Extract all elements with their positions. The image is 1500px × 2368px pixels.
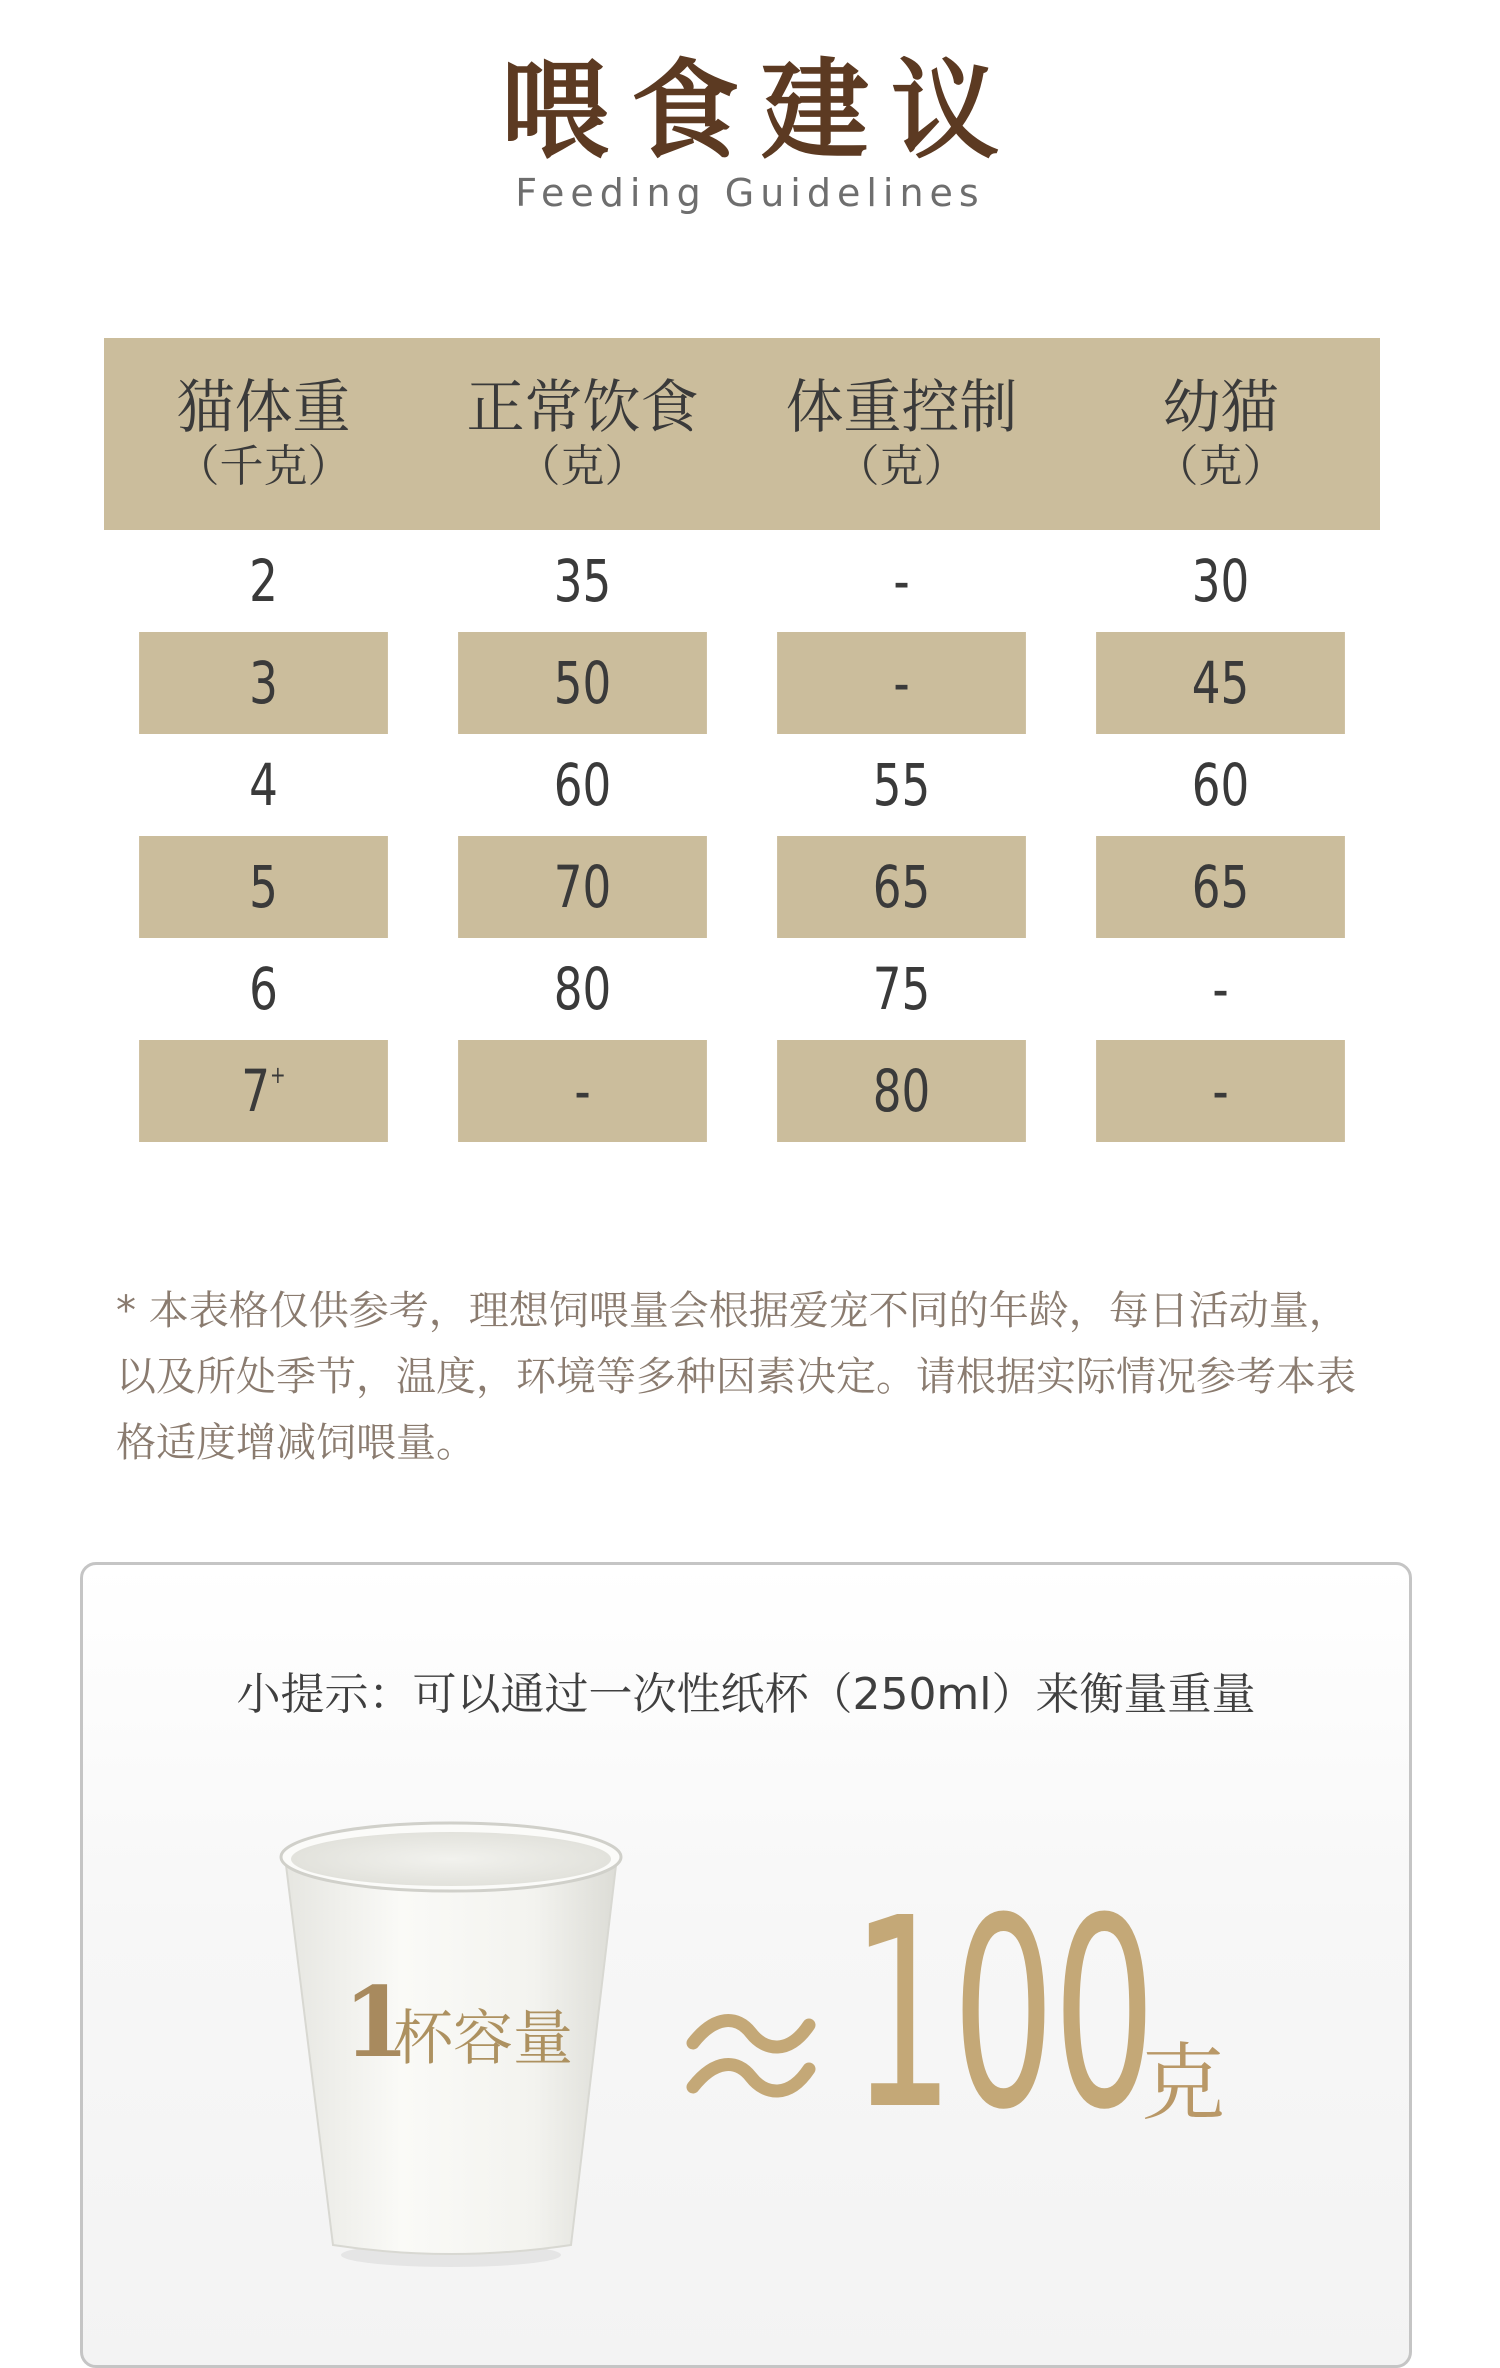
table-row [104, 1040, 1380, 1142]
column-unit: （千克） [175, 441, 352, 492]
cell-normal: 80 [553, 955, 612, 1023]
cell-control: - [893, 547, 910, 615]
cell-control: - [777, 632, 1026, 734]
cell-control: 80 [777, 1040, 1026, 1142]
column-unit: （克） [835, 441, 968, 492]
table-row [104, 530, 1380, 632]
cell-kitten: - [1212, 955, 1229, 1023]
column-label: 幼猫 [1162, 373, 1279, 441]
approx-equal-icon [681, 1995, 821, 2115]
tip-text: 小提示：可以通过一次性纸杯（250ml）来衡量重量 [236, 1669, 1256, 1720]
cup-capacity-text: 杯容量 [393, 2004, 573, 2074]
cell-weight: 4 [249, 751, 278, 819]
cell-weight: 2 [249, 547, 278, 615]
cell-weight: 3 [139, 632, 388, 734]
table-row [104, 938, 1380, 1040]
cell-kitten: - [1096, 1040, 1345, 1142]
table-row [104, 836, 1380, 938]
cell-normal: 35 [553, 547, 612, 615]
amount-unit: 克 [1141, 2034, 1226, 2132]
cell-kitten: 65 [1096, 836, 1345, 938]
column-header-normal [423, 338, 742, 530]
column-unit: （克） [1154, 441, 1287, 492]
cup-capacity-label [343, 1963, 663, 2103]
page-subtitle: Feeding Guidelines [515, 171, 985, 215]
cell-normal: 50 [458, 632, 707, 734]
cell-weight: 5 [139, 836, 388, 938]
cell-normal: 60 [553, 751, 612, 819]
amount-value: 100 [851, 1862, 1154, 2167]
column-unit: （克） [516, 441, 649, 492]
cell-kitten: 45 [1096, 632, 1345, 734]
column-header-kitten [1061, 338, 1380, 530]
cell-control: 65 [777, 836, 1026, 938]
cell-kitten: 60 [1191, 751, 1250, 819]
cell-normal: - [458, 1040, 707, 1142]
tip-card [80, 1562, 1412, 2368]
disclaimer-note: * 本表格仅供参考，理想饲喂量会根据爱宠不同的年龄，每日活动量，以及所处季节，温度，环境等多种因素决定。请根据实际情况参考本表格适度增减饲喂量。 [116, 1288, 1356, 1466]
cell-weight [139, 1040, 388, 1142]
cell-control: 55 [872, 751, 931, 819]
column-label: 正常饮食 [466, 373, 699, 441]
cell-kitten: 30 [1191, 547, 1250, 615]
column-label: 体重控制 [785, 373, 1018, 441]
table-header-row [104, 338, 1380, 530]
cell-weight: 6 [249, 955, 278, 1023]
column-header-weight [104, 338, 423, 530]
feeding-table [104, 338, 1380, 1142]
column-header-control [742, 338, 1061, 530]
table-row [104, 632, 1380, 734]
page-title: 喂食建议 [500, 49, 1021, 174]
plus-superscript: + [270, 1061, 286, 1089]
cup-count: 1 [343, 1966, 410, 2079]
weight-value: 7 [241, 1057, 271, 1125]
cell-normal: 70 [458, 836, 707, 938]
table-row [104, 734, 1380, 836]
cell-control: 75 [872, 955, 931, 1023]
column-label: 猫体重 [176, 373, 351, 441]
